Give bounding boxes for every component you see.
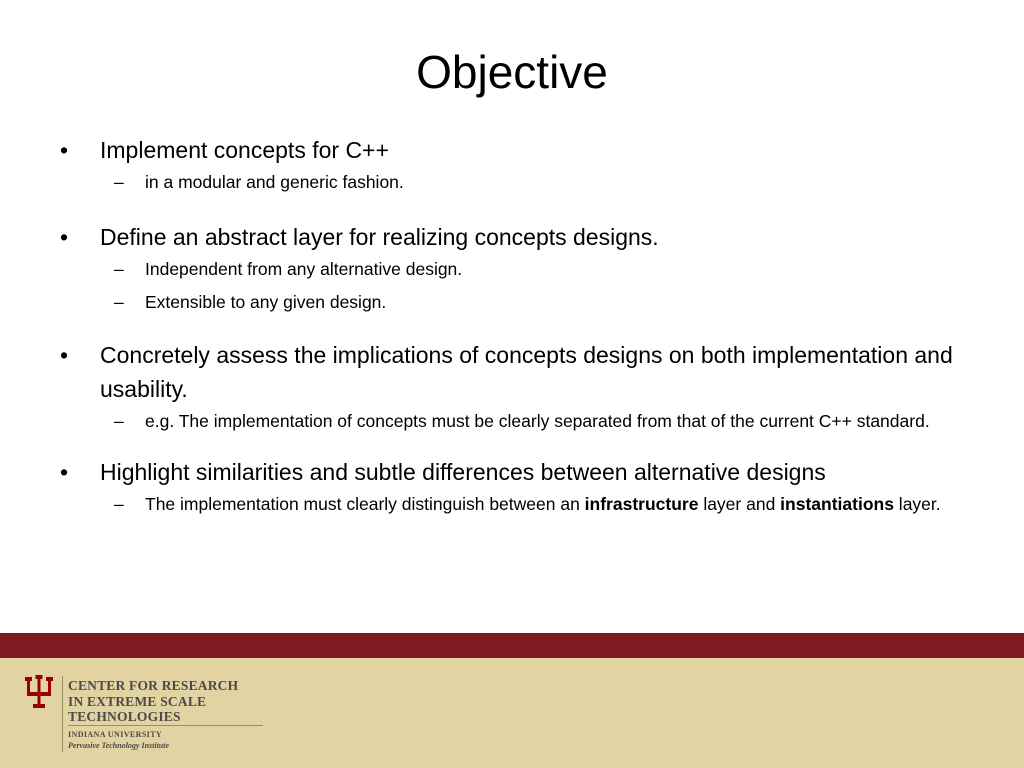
iu-trident-icon: [24, 675, 54, 711]
footer-divider-horizontal: [68, 725, 263, 726]
sub-list: [58, 256, 968, 316]
org-name-line: TECHNOLOGIES: [68, 709, 181, 724]
footer-bar: [0, 633, 1024, 658]
dash-icon: –: [114, 411, 124, 431]
slide-content: [58, 133, 968, 524]
dash-icon: –: [114, 259, 124, 279]
sub-list: [58, 169, 968, 196]
bullet-icon: •: [60, 459, 69, 485]
bullet-icon: •: [60, 224, 69, 250]
bullet-icon: •: [60, 342, 69, 368]
sub-text: Independent from any alternative design.: [145, 259, 463, 279]
bullet-item: [58, 455, 968, 489]
bullet-item: [58, 133, 968, 167]
bullet-text: Concretely assess the implications of concepts designs on both implementation and usability.: [100, 342, 953, 402]
bullet-item: [58, 338, 968, 406]
sub-text-part: layer.: [893, 494, 941, 514]
sub-text: e.g. The implementation of concepts must be clearly separated from that of the current C++ standard.: [145, 411, 930, 431]
org-name-line: CENTER FOR RESEARCH: [68, 678, 239, 693]
university-name: INDIANA UNIVERSITY: [68, 730, 163, 739]
org-name-line: IN EXTREME SCALE: [68, 693, 207, 709]
dash-icon: –: [114, 494, 124, 514]
sub-text: [145, 494, 941, 514]
dash-icon: –: [114, 172, 124, 192]
sub-list: [58, 491, 968, 518]
bullet-text: Implement concepts for C++: [100, 137, 389, 163]
bullet-item: [58, 220, 968, 254]
sub-text: in a modular and generic fashion.: [145, 172, 404, 192]
sub-item: [58, 256, 968, 283]
sub-list: [58, 408, 968, 435]
sub-text-part: The implementation must clearly distinguish between an: [145, 494, 585, 514]
footer-divider-vertical: [62, 676, 63, 752]
sub-text: Extensible to any given design.: [145, 292, 387, 312]
sub-item: [58, 491, 968, 518]
sub-item: [58, 169, 968, 196]
org-name: [68, 678, 308, 725]
bullet-text: Define an abstract layer for realizing concepts designs.: [100, 224, 659, 250]
institute-name: Pervasive Technology Institute: [68, 741, 170, 750]
bold-term-instantiations: instantiations: [780, 494, 894, 514]
sub-text-part: layer and: [698, 494, 781, 514]
sub-item: [58, 289, 968, 316]
bullet-icon: •: [60, 137, 69, 163]
dash-icon: –: [114, 292, 124, 312]
bullet-text: Highlight similarities and subtle differences between alternative designs: [100, 459, 826, 485]
slide-title: Objective: [416, 46, 608, 98]
bold-term-infrastructure: infrastructure: [584, 494, 699, 514]
sub-item: [58, 408, 968, 435]
